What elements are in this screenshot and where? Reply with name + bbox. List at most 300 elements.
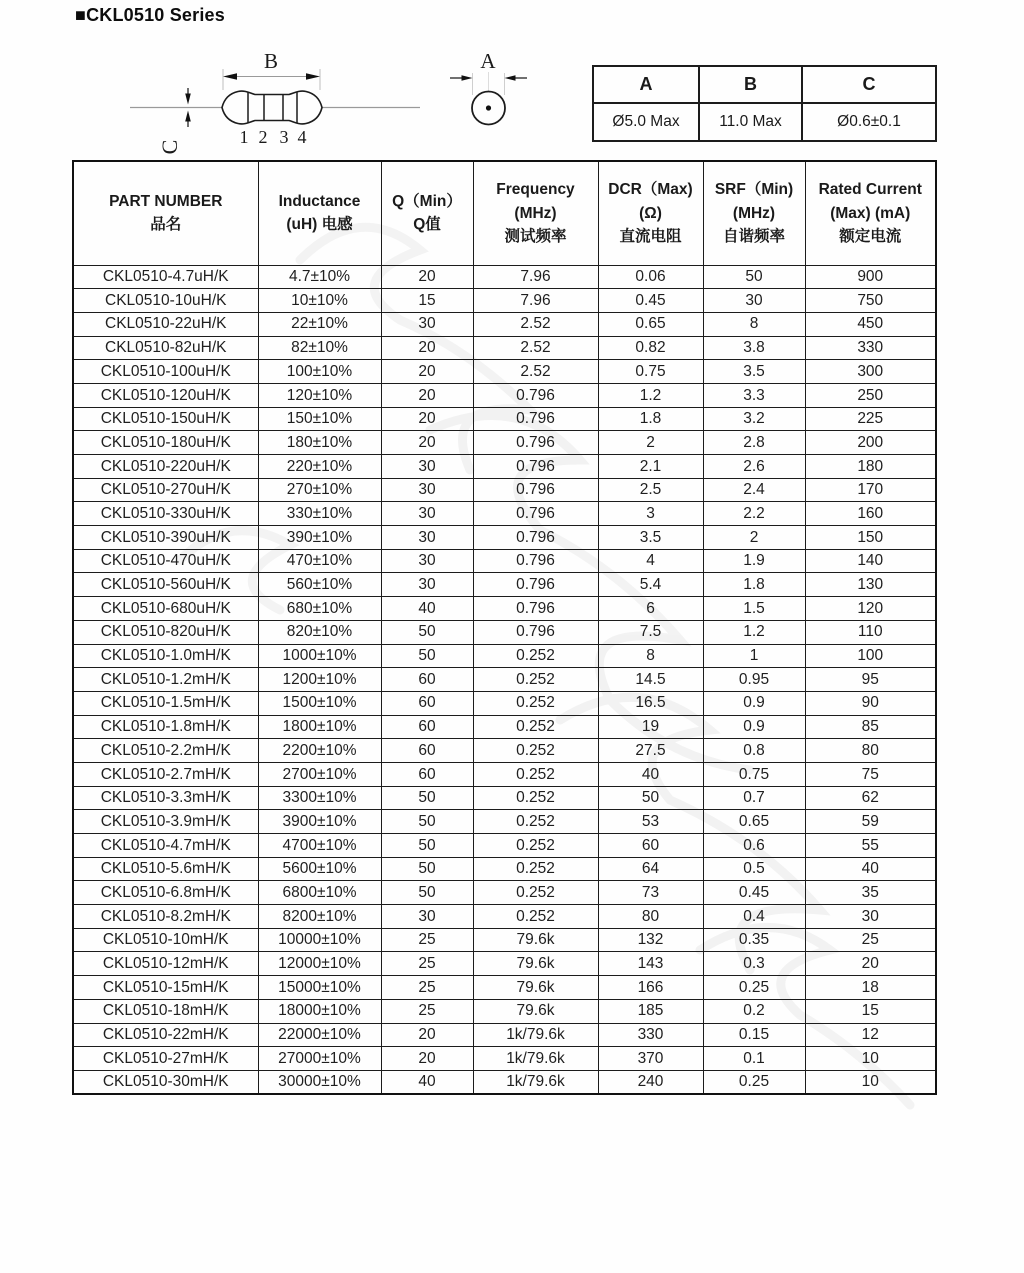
dimension-table-value-row <box>593 103 936 141</box>
part-number-cell: CKL0510-22mH/K <box>73 1023 258 1047</box>
dim-a-arrow-right <box>505 75 516 81</box>
part-number-cell: CKL0510-120uH/K <box>73 383 258 407</box>
spec-cell: 64 <box>598 857 703 881</box>
part-number-cell: CKL0510-180uH/K <box>73 431 258 455</box>
spec-cell: 0.796 <box>473 549 598 573</box>
spec-cell: 0.5 <box>703 857 805 881</box>
spec-cell: 10 <box>805 1070 936 1094</box>
spec-cell: 143 <box>598 952 703 976</box>
spec-cell: 370 <box>598 1047 703 1071</box>
spec-cell: 50 <box>381 810 473 834</box>
part-number-cell: CKL0510-820uH/K <box>73 620 258 644</box>
spec-cell: 10±10% <box>258 289 381 313</box>
spec-cell: 8 <box>598 644 703 668</box>
part-number-cell: CKL0510-4.7mH/K <box>73 834 258 858</box>
spec-cell: 150±10% <box>258 407 381 431</box>
spec-cell: 240 <box>598 1070 703 1094</box>
table-row <box>73 502 936 526</box>
spec-cell: 6 <box>598 597 703 621</box>
spec-cell: 50 <box>381 834 473 858</box>
spec-cell: 0.796 <box>473 478 598 502</box>
header-line: SRF（Min) <box>714 181 794 199</box>
spec-cell: 0.252 <box>473 715 598 739</box>
spec-cell: 270±10% <box>258 478 381 502</box>
spec-cell: 0.796 <box>473 526 598 550</box>
spec-cell: 25 <box>805 928 936 952</box>
part-number-cell: CKL0510-150uH/K <box>73 407 258 431</box>
spec-cell: 3.2 <box>703 407 805 431</box>
spec-cell: 0.796 <box>473 383 598 407</box>
spec-cell: 79.6k <box>473 976 598 1000</box>
column-header <box>703 161 805 265</box>
table-row <box>73 620 936 644</box>
table-row <box>73 762 936 786</box>
spec-cell: 0.252 <box>473 810 598 834</box>
spec-cell: 12000±10% <box>258 952 381 976</box>
spec-cell: 130 <box>805 573 936 597</box>
spec-cell: 470±10% <box>258 549 381 573</box>
spec-cell: 2.52 <box>473 360 598 384</box>
spec-cell: 900 <box>805 265 936 289</box>
part-number-cell: CKL0510-27mH/K <box>73 1047 258 1071</box>
spec-cell: 2200±10% <box>258 739 381 763</box>
spec-cell: 140 <box>805 549 936 573</box>
spec-cell: 3.8 <box>703 336 805 360</box>
spec-cell: 20 <box>381 265 473 289</box>
spec-cell: 0.3 <box>703 952 805 976</box>
dim-value-b: 11.0 Max <box>699 103 802 141</box>
spec-cell: 0.796 <box>473 597 598 621</box>
spec-cell: 170 <box>805 478 936 502</box>
header-line: Q（Min） <box>392 193 462 210</box>
spec-cell: 15 <box>381 289 473 313</box>
spec-cell: 4.7±10% <box>258 265 381 289</box>
spec-cell: 330±10% <box>258 502 381 526</box>
spec-cell: 53 <box>598 810 703 834</box>
dim-c-label: C <box>157 139 183 155</box>
table-row <box>73 715 936 739</box>
spec-cell: 8200±10% <box>258 905 381 929</box>
spec-cell: 1200±10% <box>258 668 381 692</box>
table-row <box>73 1047 936 1071</box>
table-row <box>73 668 936 692</box>
part-number-cell: CKL0510-560uH/K <box>73 573 258 597</box>
spec-cell: 4700±10% <box>258 834 381 858</box>
table-row <box>73 739 936 763</box>
spec-cell: 20 <box>381 383 473 407</box>
spec-cell: 450 <box>805 312 936 336</box>
table-row <box>73 455 936 479</box>
spec-cell: 1.8 <box>598 407 703 431</box>
table-row <box>73 597 936 621</box>
spec-cell: 27000±10% <box>258 1047 381 1071</box>
spec-cell: 90 <box>805 691 936 715</box>
part-number-cell: CKL0510-220uH/K <box>73 455 258 479</box>
spec-cell: 30 <box>805 905 936 929</box>
spec-cell: 6800±10% <box>258 881 381 905</box>
header-line: 额定电流 <box>839 227 902 245</box>
spec-cell: 50 <box>381 620 473 644</box>
spec-cell: 82±10% <box>258 336 381 360</box>
spec-cell: 2.5 <box>598 478 703 502</box>
spec-cell: 60 <box>381 739 473 763</box>
header-line: (MHz) <box>514 204 557 222</box>
spec-cell: 0.35 <box>703 928 805 952</box>
header-line: (MHz) <box>732 204 776 222</box>
header-line: 品名 <box>150 216 182 234</box>
spec-table <box>72 160 937 1095</box>
spec-cell: 1.8 <box>703 573 805 597</box>
part-number-cell: CKL0510-6.8mH/K <box>73 881 258 905</box>
spec-cell: 25 <box>381 999 473 1023</box>
spec-cell: 79.6k <box>473 928 598 952</box>
band-number-2: 2 <box>258 127 268 147</box>
spec-cell: 2.52 <box>473 336 598 360</box>
spec-cell: 22000±10% <box>258 1023 381 1047</box>
spec-cell: 30 <box>703 289 805 313</box>
table-row <box>73 312 936 336</box>
spec-cell: 1k/79.6k <box>473 1070 598 1094</box>
dim-value-a: Ø5.0 Max <box>593 103 699 141</box>
header-line: Rated Current <box>818 181 922 199</box>
column-header <box>598 161 703 265</box>
header-line: 自谐频率 <box>722 227 785 245</box>
part-number-cell: CKL0510-3.9mH/K <box>73 810 258 834</box>
spec-cell: 15 <box>805 999 936 1023</box>
dimension-table-header-row <box>593 66 936 103</box>
spec-cell: 0.4 <box>703 905 805 929</box>
spec-cell: 7.5 <box>598 620 703 644</box>
spec-cell: 20 <box>381 336 473 360</box>
spec-cell: 0.25 <box>703 976 805 1000</box>
spec-cell: 25 <box>381 928 473 952</box>
spec-cell: 0.796 <box>473 502 598 526</box>
spec-cell: 3.3 <box>703 383 805 407</box>
band-number-3: 3 <box>279 127 289 147</box>
dim-a-arrow-left <box>462 75 473 81</box>
spec-cell: 2 <box>703 526 805 550</box>
band-number-1: 1 <box>239 127 249 147</box>
table-row <box>73 999 936 1023</box>
spec-cell: 1.5 <box>703 597 805 621</box>
spec-cell: 60 <box>381 691 473 715</box>
spec-cell: 0.796 <box>473 573 598 597</box>
spec-cell: 0.252 <box>473 668 598 692</box>
spec-cell: 180±10% <box>258 431 381 455</box>
table-row <box>73 691 936 715</box>
header-line: (Max) (mA) <box>830 204 911 222</box>
spec-cell: 30 <box>381 549 473 573</box>
spec-cell: 50 <box>381 857 473 881</box>
dimension-table <box>592 65 937 142</box>
spec-cell: 16.5 <box>598 691 703 715</box>
spec-cell: 75 <box>805 762 936 786</box>
table-row <box>73 478 936 502</box>
spec-cell: 30000±10% <box>258 1070 381 1094</box>
spec-cell: 25 <box>381 976 473 1000</box>
part-number-cell: CKL0510-270uH/K <box>73 478 258 502</box>
spec-cell: 35 <box>805 881 936 905</box>
spec-cell: 20 <box>381 1023 473 1047</box>
spec-cell: 2.52 <box>473 312 598 336</box>
table-row <box>73 644 936 668</box>
spec-cell: 0.1 <box>703 1047 805 1071</box>
spec-cell: 200 <box>805 431 936 455</box>
spec-cell: 0.8 <box>703 739 805 763</box>
spec-cell: 250 <box>805 383 936 407</box>
spec-cell: 100±10% <box>258 360 381 384</box>
spec-cell: 2700±10% <box>258 762 381 786</box>
spec-cell: 3.5 <box>598 526 703 550</box>
spec-cell: 12 <box>805 1023 936 1047</box>
spec-cell: 390±10% <box>258 526 381 550</box>
header-line: 直流电阻 <box>619 227 682 245</box>
table-row <box>73 526 936 550</box>
part-number-cell: CKL0510-4.7uH/K <box>73 265 258 289</box>
spec-cell: 50 <box>381 881 473 905</box>
spec-cell: 0.82 <box>598 336 703 360</box>
spec-cell: 120 <box>805 597 936 621</box>
spec-cell: 0.252 <box>473 739 598 763</box>
table-row <box>73 905 936 929</box>
spec-cell: 0.9 <box>703 691 805 715</box>
spec-cell: 14.5 <box>598 668 703 692</box>
spec-cell: 3900±10% <box>258 810 381 834</box>
spec-cell: 60 <box>381 762 473 786</box>
spec-cell: 160 <box>805 502 936 526</box>
part-number-cell: CKL0510-1.2mH/K <box>73 668 258 692</box>
spec-cell: 50 <box>703 265 805 289</box>
spec-cell: 10 <box>805 1047 936 1071</box>
spec-cell: 1k/79.6k <box>473 1023 598 1047</box>
table-row <box>73 1070 936 1094</box>
spec-cell: 0.252 <box>473 857 598 881</box>
spec-cell: 0.796 <box>473 431 598 455</box>
spec-cell: 0.75 <box>703 762 805 786</box>
spec-cell: 110 <box>805 620 936 644</box>
dim-a-label: A <box>480 49 496 73</box>
spec-cell: 0.252 <box>473 691 598 715</box>
spec-cell: 1.9 <box>703 549 805 573</box>
spec-cell: 30 <box>381 573 473 597</box>
spec-cell: 50 <box>381 644 473 668</box>
spec-cell: 95 <box>805 668 936 692</box>
page-title: ■CKL0510 Series <box>75 5 225 25</box>
header-line: Frequency <box>496 181 575 199</box>
table-row <box>73 360 936 384</box>
spec-cell: 0.7 <box>703 786 805 810</box>
spec-cell: 820±10% <box>258 620 381 644</box>
spec-cell: 30 <box>381 478 473 502</box>
spec-cell: 680±10% <box>258 597 381 621</box>
spec-cell: 0.252 <box>473 881 598 905</box>
table-row <box>73 549 936 573</box>
spec-cell: 80 <box>805 739 936 763</box>
table-row <box>73 952 936 976</box>
spec-cell: 0.796 <box>473 620 598 644</box>
table-row <box>73 431 936 455</box>
spec-cell: 7.96 <box>473 289 598 313</box>
spec-cell: 1000±10% <box>258 644 381 668</box>
header-line: DCR（Max) <box>608 181 693 199</box>
spec-cell: 330 <box>805 336 936 360</box>
spec-cell: 59 <box>805 810 936 834</box>
spec-cell: 2.8 <box>703 431 805 455</box>
spec-cell: 25 <box>381 952 473 976</box>
table-row <box>73 857 936 881</box>
spec-cell: 1.2 <box>598 383 703 407</box>
spec-cell: 1k/79.6k <box>473 1047 598 1071</box>
spec-cell: 185 <box>598 999 703 1023</box>
spec-cell: 2.1 <box>598 455 703 479</box>
spec-cell: 2.4 <box>703 478 805 502</box>
part-number-cell: CKL0510-1.5mH/K <box>73 691 258 715</box>
spec-cell: 0.65 <box>703 810 805 834</box>
part-number-cell: CKL0510-330uH/K <box>73 502 258 526</box>
spec-cell: 220±10% <box>258 455 381 479</box>
part-number-cell: CKL0510-10uH/K <box>73 289 258 313</box>
spec-cell: 62 <box>805 786 936 810</box>
spec-cell: 30 <box>381 312 473 336</box>
column-header <box>258 161 381 265</box>
spec-cell: 22±10% <box>258 312 381 336</box>
table-row <box>73 881 936 905</box>
spec-cell: 1500±10% <box>258 691 381 715</box>
spec-cell: 225 <box>805 407 936 431</box>
header-line: 测试频率 <box>504 227 567 245</box>
table-row <box>73 786 936 810</box>
table-row <box>73 573 936 597</box>
spec-cell: 0.796 <box>473 407 598 431</box>
spec-cell: 19 <box>598 715 703 739</box>
spec-cell: 0.252 <box>473 762 598 786</box>
dim-b-arrow-right <box>306 73 320 80</box>
part-number-cell: CKL0510-82uH/K <box>73 336 258 360</box>
table-row <box>73 265 936 289</box>
part-number-cell: CKL0510-2.2mH/K <box>73 739 258 763</box>
part-number-cell: CKL0510-470uH/K <box>73 549 258 573</box>
part-number-cell: CKL0510-22uH/K <box>73 312 258 336</box>
part-number-cell: CKL0510-5.6mH/K <box>73 857 258 881</box>
spec-cell: 2 <box>598 431 703 455</box>
spec-cell: 60 <box>381 668 473 692</box>
spec-cell: 1.2 <box>703 620 805 644</box>
spec-cell: 79.6k <box>473 999 598 1023</box>
spec-cell: 30 <box>381 502 473 526</box>
spec-cell: 40 <box>381 1070 473 1094</box>
table-row <box>73 383 936 407</box>
part-number-cell: CKL0510-18mH/K <box>73 999 258 1023</box>
spec-cell: 2.6 <box>703 455 805 479</box>
spec-cell: 40 <box>598 762 703 786</box>
spec-cell: 0.15 <box>703 1023 805 1047</box>
dim-b-label: B <box>263 49 279 73</box>
part-number-cell: CKL0510-1.0mH/K <box>73 644 258 668</box>
spec-cell: 5600±10% <box>258 857 381 881</box>
spec-cell: 50 <box>381 786 473 810</box>
spec-cell: 1 <box>703 644 805 668</box>
spec-cell: 80 <box>598 905 703 929</box>
part-number-cell: CKL0510-1.8mH/K <box>73 715 258 739</box>
spec-cell: 4 <box>598 549 703 573</box>
dim-value-c: Ø0.6±0.1 <box>802 103 936 141</box>
spec-cell: 300 <box>805 360 936 384</box>
spec-cell: 20 <box>805 952 936 976</box>
spec-cell: 0.95 <box>703 668 805 692</box>
spec-cell: 40 <box>805 857 936 881</box>
column-header <box>473 161 598 265</box>
spec-cell: 0.25 <box>703 1070 805 1094</box>
spec-cell: 330 <box>598 1023 703 1047</box>
part-number-cell: CKL0510-15mH/K <box>73 976 258 1000</box>
spec-cell: 30 <box>381 905 473 929</box>
spec-cell: 0.2 <box>703 999 805 1023</box>
part-number-cell: CKL0510-390uH/K <box>73 526 258 550</box>
spec-cell: 120±10% <box>258 383 381 407</box>
spec-cell: 0.45 <box>703 881 805 905</box>
spec-cell: 150 <box>805 526 936 550</box>
spec-cell: 0.796 <box>473 455 598 479</box>
table-row <box>73 407 936 431</box>
spec-cell: 30 <box>381 526 473 550</box>
spec-cell: 0.6 <box>703 834 805 858</box>
spec-cell: 5.4 <box>598 573 703 597</box>
spec-cell: 27.5 <box>598 739 703 763</box>
spec-cell: 79.6k <box>473 952 598 976</box>
dim-c-arrow-top <box>185 94 191 105</box>
spec-cell: 2.2 <box>703 502 805 526</box>
spec-cell: 55 <box>805 834 936 858</box>
header-line: PART NUMBER <box>109 193 223 210</box>
dim-header-a: A <box>593 66 699 103</box>
spec-cell: 18000±10% <box>258 999 381 1023</box>
header-line: (Ω) <box>639 204 662 222</box>
part-number-cell: CKL0510-100uH/K <box>73 360 258 384</box>
spec-cell: 40 <box>381 597 473 621</box>
part-number-cell: CKL0510-12mH/K <box>73 952 258 976</box>
spec-cell: 60 <box>381 715 473 739</box>
spec-cell: 85 <box>805 715 936 739</box>
table-row <box>73 810 936 834</box>
spec-cell: 20 <box>381 407 473 431</box>
part-number-cell: CKL0510-10mH/K <box>73 928 258 952</box>
table-row <box>73 1023 936 1047</box>
part-number-cell: CKL0510-8.2mH/K <box>73 905 258 929</box>
spec-cell: 100 <box>805 644 936 668</box>
spec-cell: 0.75 <box>598 360 703 384</box>
spec-cell: 750 <box>805 289 936 313</box>
spec-cell: 10000±10% <box>258 928 381 952</box>
part-number-cell: CKL0510-3.3mH/K <box>73 786 258 810</box>
spec-table-header-row <box>73 161 936 265</box>
band-number-4: 4 <box>297 127 307 147</box>
spec-cell: 132 <box>598 928 703 952</box>
end-view-center-dot <box>486 105 491 110</box>
dim-b-arrow-left <box>223 73 237 80</box>
spec-cell: 0.65 <box>598 312 703 336</box>
dim-header-c: C <box>802 66 936 103</box>
spec-cell: 20 <box>381 360 473 384</box>
spec-cell: 0.252 <box>473 905 598 929</box>
header-line: (uH) 电感 <box>286 216 353 234</box>
spec-cell: 0.252 <box>473 786 598 810</box>
spec-cell: 30 <box>381 455 473 479</box>
dim-header-b: B <box>699 66 802 103</box>
header-line: Inductance <box>278 193 361 210</box>
spec-cell: 0.9 <box>703 715 805 739</box>
table-row <box>73 336 936 360</box>
spec-cell: 0.252 <box>473 644 598 668</box>
